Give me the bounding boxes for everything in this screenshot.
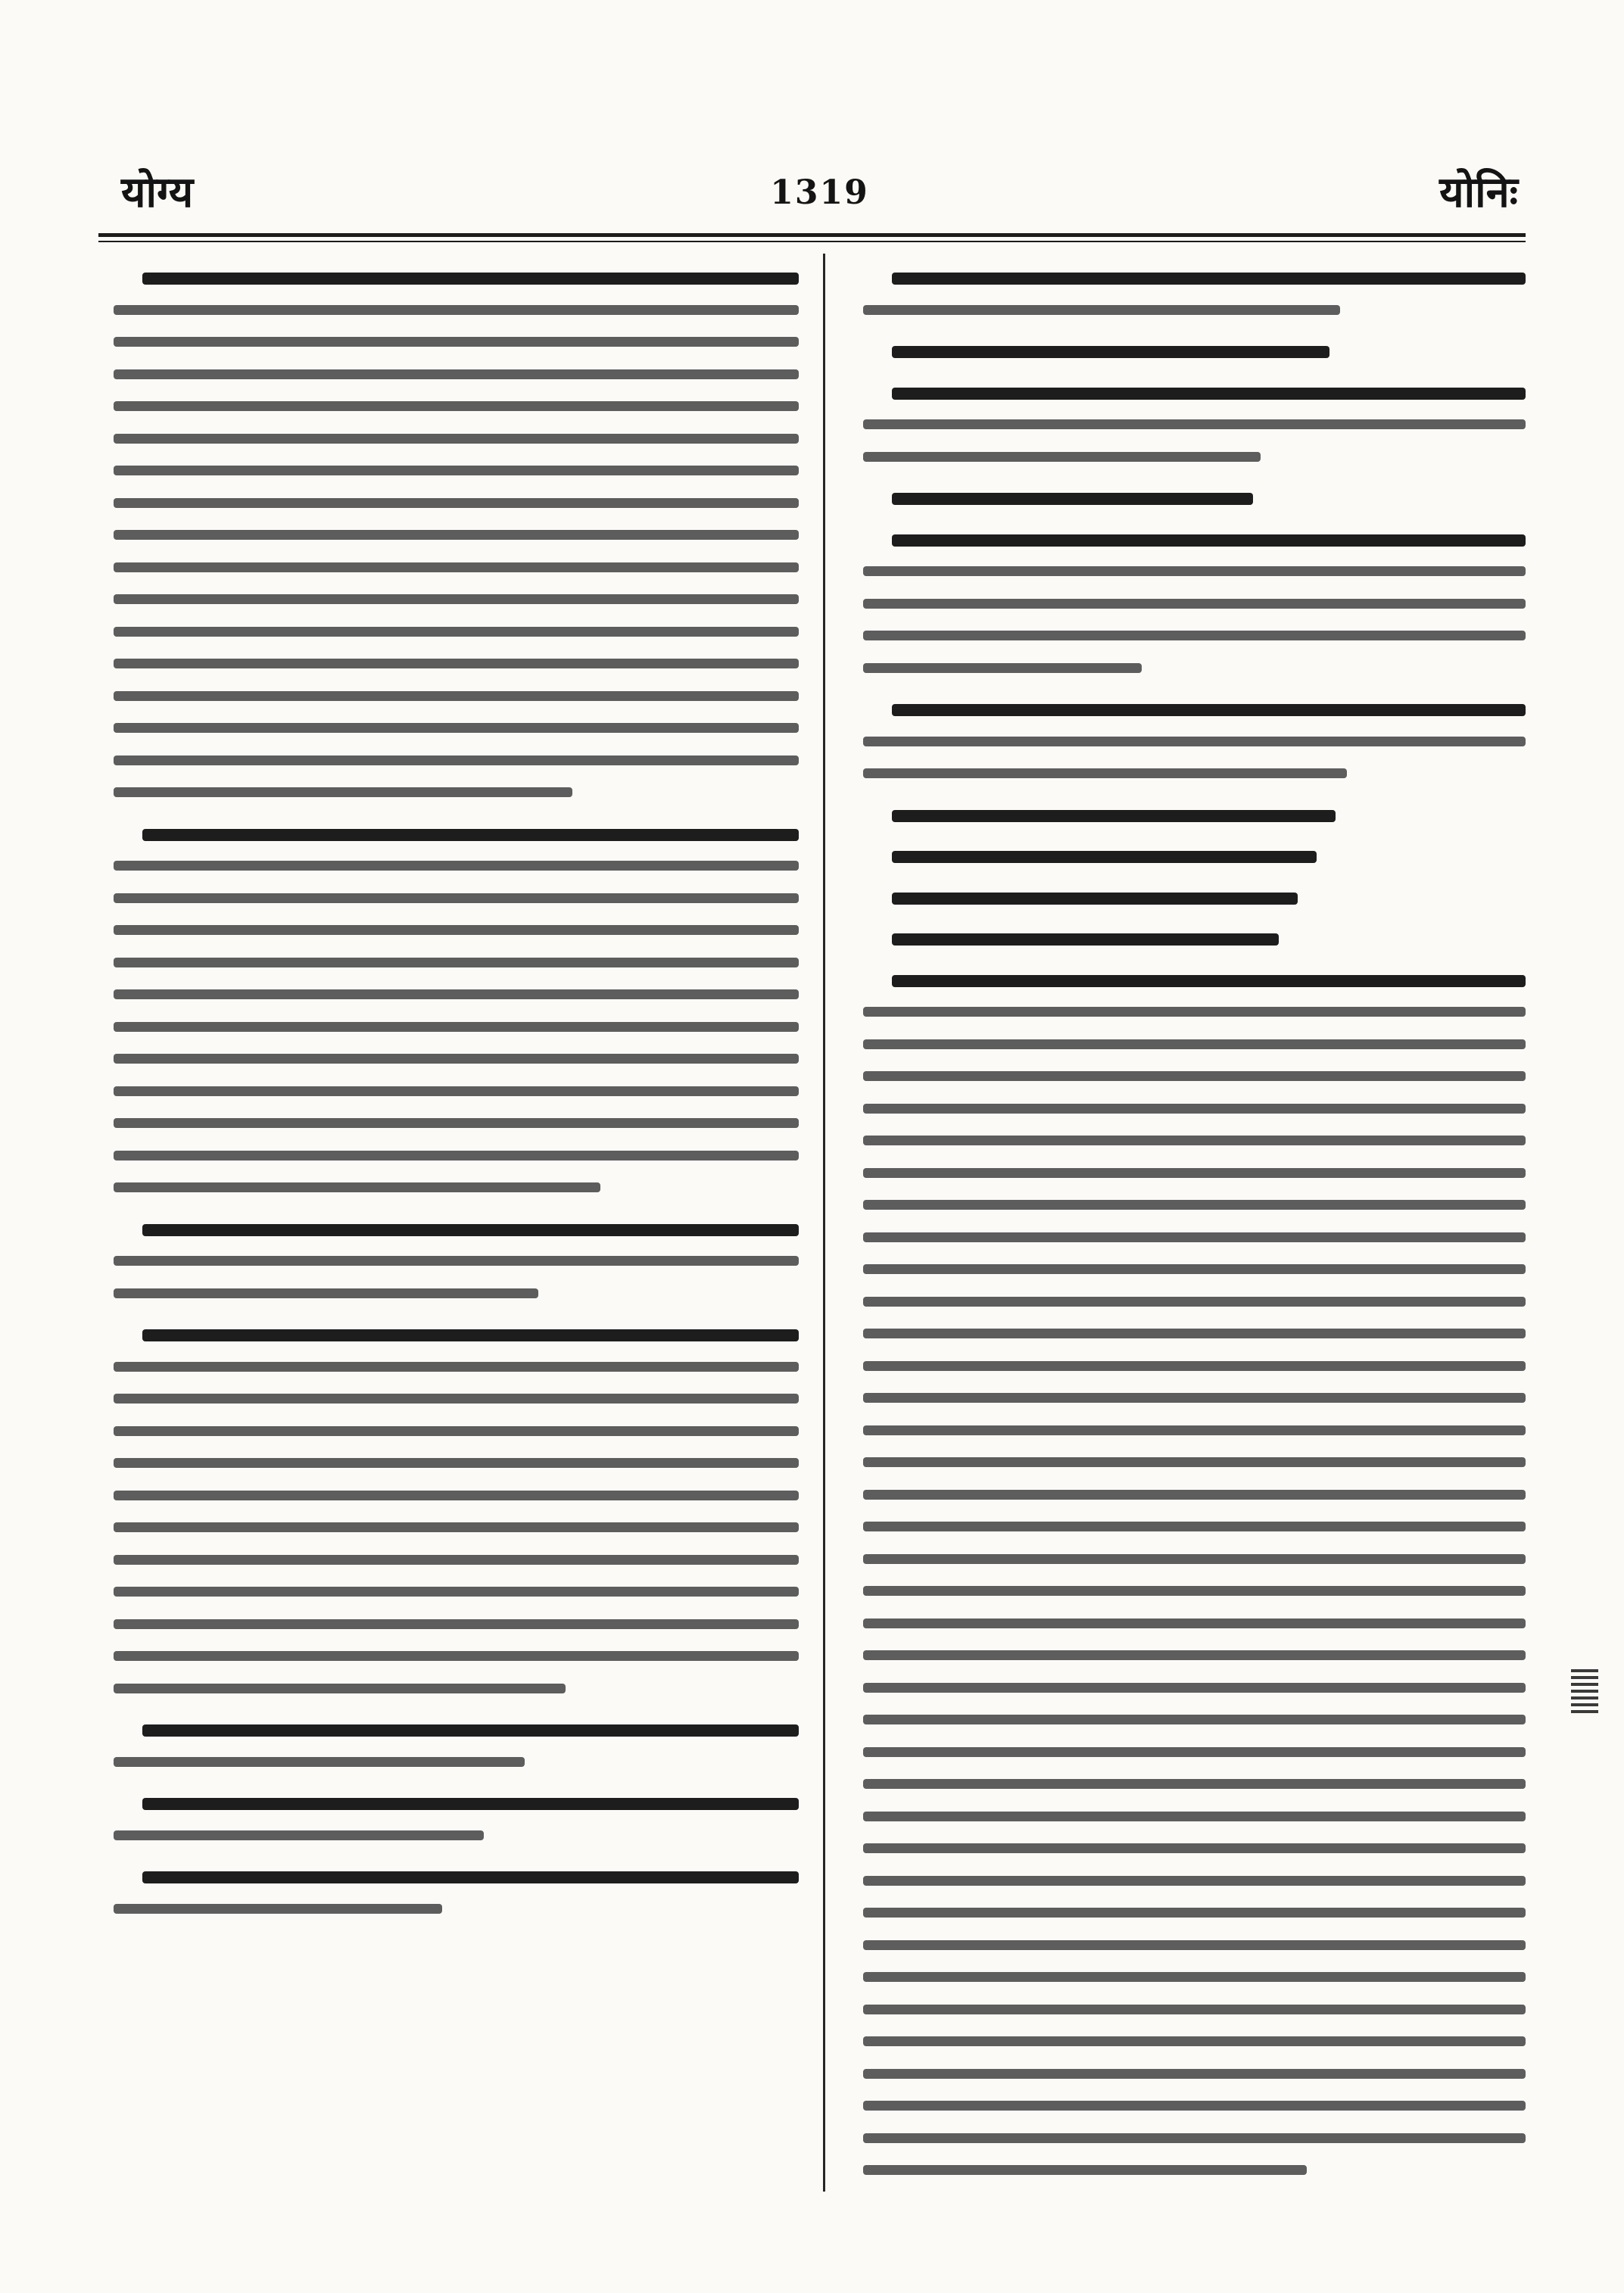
text-line [863, 1683, 1526, 1693]
text-line [114, 530, 799, 540]
text-line [863, 305, 1340, 315]
text-line [863, 2069, 1526, 2079]
entry-first-line [142, 273, 799, 285]
text-line [863, 1747, 1526, 1757]
text-line [863, 1779, 1526, 1789]
text-line [863, 1618, 1526, 1628]
text-line [114, 1054, 799, 1064]
text-line [863, 1812, 1526, 1821]
entry-first-line [892, 933, 1279, 946]
text-line [863, 2101, 1526, 2111]
entry-first-line [892, 704, 1526, 716]
text-line [863, 1908, 1526, 1918]
text-line [114, 1651, 799, 1661]
text-line [114, 562, 799, 572]
left-column [114, 261, 799, 1911]
text-line [114, 1394, 799, 1404]
text-line [863, 419, 1526, 429]
text-line [114, 989, 799, 999]
text-line [114, 1426, 799, 1436]
page-header [121, 159, 1518, 227]
text-line [863, 1940, 1526, 1950]
text-line [114, 498, 799, 508]
text-line [863, 1393, 1526, 1403]
text-line [863, 1104, 1526, 1114]
text-line [114, 1362, 799, 1372]
text-line [863, 1361, 1526, 1371]
text-line [863, 1715, 1526, 1724]
text-line [863, 1554, 1526, 1564]
entry-first-line [892, 273, 1526, 285]
text-line [114, 466, 799, 475]
text-line [863, 2165, 1307, 2175]
text-line [863, 1650, 1526, 1660]
text-line [863, 1490, 1526, 1500]
text-line [863, 1136, 1526, 1145]
text-line [863, 1425, 1526, 1435]
text-line [863, 566, 1526, 576]
text-line [114, 594, 799, 604]
text-line [114, 893, 799, 903]
thumb-index-tab [1571, 1669, 1598, 1718]
text-line [114, 861, 799, 871]
entry-first-line [142, 829, 799, 841]
text-line [863, 1007, 1526, 1017]
text-line [114, 1118, 799, 1128]
text-line [114, 1904, 442, 1914]
text-line [863, 1972, 1526, 1982]
text-line [863, 1264, 1526, 1274]
text-line [863, 2133, 1526, 2143]
text-line [114, 1619, 799, 1629]
text-line [114, 1522, 799, 1532]
entry-first-line [142, 1329, 799, 1341]
column-divider [823, 254, 825, 2192]
text-line [114, 1151, 799, 1161]
text-line [114, 337, 799, 347]
text-line [114, 691, 799, 701]
text-line [114, 401, 799, 411]
right-column [863, 261, 1526, 2161]
text-line [114, 925, 799, 935]
entry-first-line [142, 1871, 799, 1883]
text-line [114, 1555, 799, 1565]
entry-first-line [142, 1724, 799, 1737]
entry-first-line [892, 388, 1526, 400]
entry-first-line [892, 493, 1253, 505]
text-line [114, 1757, 525, 1767]
text-line [863, 663, 1142, 673]
text-line [114, 1491, 799, 1500]
entry-first-line [892, 975, 1526, 987]
text-line [114, 1086, 799, 1096]
text-line [114, 659, 799, 668]
text-line [863, 1071, 1526, 1081]
text-line [863, 1457, 1526, 1467]
text-line [114, 627, 799, 637]
text-line [114, 1587, 799, 1597]
text-line [863, 1168, 1526, 1178]
header-rule-thin [98, 241, 1526, 242]
text-line [863, 1843, 1526, 1853]
entry-first-line [892, 893, 1298, 905]
text-line [863, 1200, 1526, 1210]
text-line [863, 1297, 1526, 1307]
entry-first-line [142, 1798, 799, 1810]
text-line [863, 1522, 1526, 1531]
text-line [863, 631, 1526, 640]
text-line [863, 452, 1261, 462]
text-line [863, 1232, 1526, 1242]
text-line [863, 1039, 1526, 1049]
text-line [863, 1586, 1526, 1596]
entry-first-line [892, 534, 1526, 547]
guide-word-left: योग्य [121, 168, 194, 217]
text-line [863, 2036, 1526, 2046]
entry-first-line [892, 346, 1329, 358]
guide-word-right: योनिः [1439, 168, 1518, 217]
text-line [114, 1830, 484, 1840]
text-line [114, 756, 799, 765]
text-line [114, 958, 799, 967]
text-line [114, 1256, 799, 1266]
text-line [114, 305, 799, 315]
text-line [114, 1458, 799, 1468]
header-rule-thick [98, 233, 1526, 237]
text-line [863, 768, 1347, 778]
text-line [114, 787, 572, 797]
text-line [863, 1329, 1526, 1338]
text-line [114, 1288, 538, 1298]
entry-first-line [892, 851, 1317, 863]
text-line [114, 434, 799, 444]
text-line [114, 1684, 566, 1693]
page-number: 1319 [770, 173, 869, 212]
text-line [114, 723, 799, 733]
text-line [863, 2005, 1526, 2014]
text-line [863, 599, 1526, 609]
entry-first-line [142, 1224, 799, 1236]
text-line [863, 1876, 1526, 1886]
text-line [114, 1182, 600, 1192]
text-line [114, 369, 799, 379]
text-line [863, 737, 1526, 746]
entry-first-line [892, 810, 1336, 822]
text-line [114, 1022, 799, 1032]
